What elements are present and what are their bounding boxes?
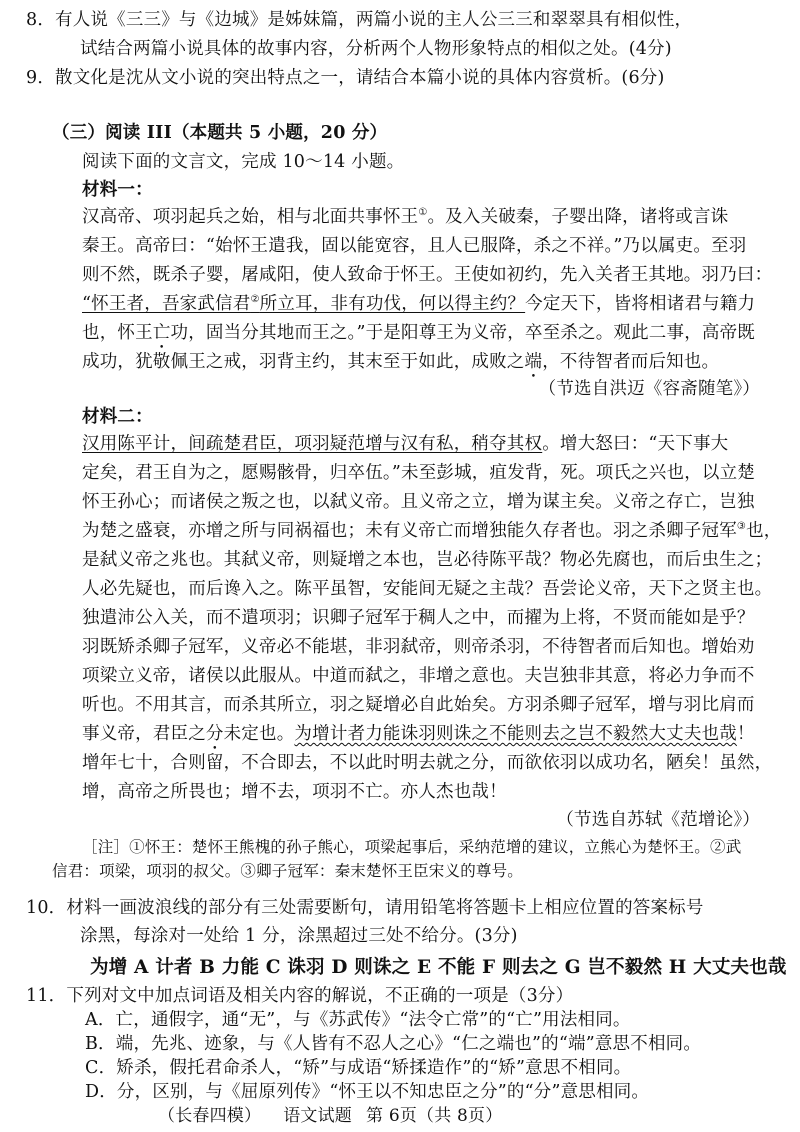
note-ref: ③	[736, 521, 747, 533]
question-11-option-b: B．端，先兆、迹象，与《人皆有不忍人之心》“仁之端也”的“端”意思不相同。	[85, 1034, 702, 1054]
text: 功，固当分其地而王之。”于是阳尊王为义帝，卒至杀之。观此二事，高帝既	[170, 323, 756, 343]
text: 事义帝，君臣之	[82, 724, 206, 744]
dotted-word-wang: 亡	[152, 323, 171, 343]
text: “怀王者，吾家武信君	[82, 294, 251, 314]
wavy-underlined-text: 为增计者力能诛羽则诛之不能则去之岂不毅然大丈夫也哉	[294, 724, 737, 744]
text: 。增大怒曰：“天下事大	[542, 434, 729, 454]
material-1-line-1	[82, 205, 782, 229]
text: 也，怀王	[82, 323, 153, 343]
footer-page: 第 6页（共 8页）	[366, 1106, 503, 1126]
material-2-line-4	[82, 519, 782, 543]
question-11-option-c: C．矫杀，假托君命杀人，“矫”与成语“矫揉造作”的“矫”意思不相同。	[85, 1058, 632, 1078]
text: 今定天下，皆将相诸君与籍力	[525, 294, 756, 314]
note-ref: ①	[418, 207, 428, 219]
question-10-line-2: 涂黑，每涂对一处给 1 分，涂黑超过三处不给分。(3分)	[80, 926, 518, 946]
dotted-word-duan: 端	[524, 352, 543, 372]
text: 为楚之盛衰，亦增之所与同祸福也；未有义帝亡而增独能久存者也。羽之杀卿子冠军	[82, 521, 737, 541]
question-11-stem: 11．下列对文中加点词语及相关内容的解说，不正确的一项是（3分）	[26, 986, 574, 1006]
text: 汉高帝、项羽起兵之始，相与北面共事怀王	[82, 207, 419, 227]
text: 未定也。	[223, 724, 295, 744]
material-2-line-2: 定矣，君王自为之，愿赐骸骨，归卒伍。”未至彭城，疽发背，死。项氏之兴也，以立楚	[82, 463, 755, 483]
material-2-line-11	[82, 722, 782, 754]
section-title: （三）阅读 III（本题共 5 小题，20 分）	[52, 123, 388, 143]
material-2-label: 材料二：	[82, 407, 153, 427]
question-10-line-1: 10．材料一画波浪线的部分有三处需要断句，请用铅笔将答题卡上相应位置的答案标号	[26, 898, 704, 918]
section-instruction: 阅读下面的文言文，完成 10～14 小题。	[82, 152, 405, 172]
question-8-line-1: 8．有人说《三三》与《边城》是姊妹篇，两篇小说的主人公三三和翠翠具有相似性，	[26, 10, 693, 30]
footer-school: （长春四模）	[158, 1106, 262, 1126]
material-1-label: 材料一：	[82, 180, 153, 200]
underlined-text	[82, 294, 525, 314]
question-11-option-a: A．亡，通假字，通“无”，与《苏武传》“法令亡常”的“亡”用法相同。	[85, 1010, 631, 1030]
text: 成功，犹敬佩王之戒，羽背主约，其末至于如此，成败之	[82, 352, 525, 372]
material-2-line-7: 独遣沛公入关，而不遣项羽；识卿子冠军于稠人之中，而擢为上将，不贤而能如是乎？	[82, 608, 755, 628]
material-2-line-13: 增，高帝之所畏也；增不去，项羽不亡。亦人杰也哉！	[82, 782, 507, 802]
note-ref: ②	[250, 294, 260, 306]
material-2-line-12: 增年七十，合则留，不合即去，不以此时明去就之分，而欲依羽以成功名，陋矣！虽然，	[82, 753, 773, 773]
question-10-sequence: 为增 A 计者 B 力能 C 诛羽 D 则诛之 E 不能 F 则去之 G 岂不毅然 H 大丈夫也哉	[90, 957, 787, 978]
material-1-source: （节选自洪迈《容斋随笔》）	[538, 379, 760, 399]
material-2-line-10: 听也。不用其言，而杀其所立，羽之疑增必自此始矣。方羽杀卿子冠军，增与羽比肩而	[82, 695, 755, 715]
footnote-line-1: ［注］①怀王：楚怀王熊槐的孙子熊心，项梁起事后，采纳范增的建议，立熊心为楚怀王。②武	[82, 838, 742, 856]
material-2-line-6: 人必先疑也，而后谗入之。陈平虽智，安能间无疑之主哉？吾尝论义帝，天下之贤主也。	[82, 579, 773, 599]
material-2-line-5: 是弑义帝之兆也。其弑义帝，则疑增之本也，岂必待陈平哉？物必先腐也，而后虫生之；	[82, 550, 773, 570]
text: ！	[736, 724, 755, 744]
text: 也，	[746, 521, 782, 541]
footnote-line-2: 信君：项梁，项羽的叔父。③卿子冠军：秦末楚怀王臣宋义的尊号。	[52, 862, 524, 880]
text: 所立耳，非有功伐，何以得主约？	[259, 294, 526, 314]
material-1-line-5	[82, 321, 782, 353]
material-1-line-2: 秦王。高帝曰：“始怀王遣我，固以能宽容，且人已服降，杀之不祥。”乃以属吏。至羽	[82, 236, 747, 256]
material-1-line-3: 则不然，既杀子婴，屠咸阳，使人致命于怀王。王使如初约，先入关者王其地。羽乃曰：	[82, 265, 773, 285]
question-11-option-d: D．分，区别，与《屈原列传》“怀王以不知忠臣之分”的“分”意思相同。	[85, 1082, 650, 1102]
dotted-word-fen: 分	[205, 724, 224, 744]
material-2-line-8: 羽既矫杀卿子冠军，义帝必不能堪，非羽弑帝，则帝杀羽，不待智者而后知也。增始劝	[82, 637, 755, 657]
underlined-text: 汉用陈平计，间疏楚君臣，项羽疑范增与汉有私，稍夺其权	[82, 434, 543, 454]
text: 。及入关破秦，子婴出降，诸将或言诛	[427, 207, 729, 227]
material-2-line-3: 怀王孙心；而诸侯之叛之也，以弑义帝。且义帝之立，增为谋主矣。义帝之存亡，岂独	[82, 492, 755, 512]
page-footer	[158, 1104, 502, 1128]
material-2-source: （节选自苏轼《范增论》）	[556, 810, 760, 830]
text: ，不待智者而后知也。	[542, 352, 720, 372]
question-8-line-2: 试结合两篇小说具体的故事内容，分析两个人物形象特点的相似之处。(4分)	[80, 39, 672, 59]
question-9: 9．散文化是沈从文小说的突出特点之一，请结合本篇小说的具体内容赏析。(6分)	[26, 68, 665, 88]
material-2-line-9: 项梁立义帝，诸侯以此服从。中道而弑之，非增之意也。夫岂独非其意，将必力争而不	[82, 666, 755, 686]
footer-subject: 语文试题	[283, 1106, 353, 1126]
material-1-line-4	[82, 292, 782, 316]
material-2-line-1	[82, 432, 782, 456]
